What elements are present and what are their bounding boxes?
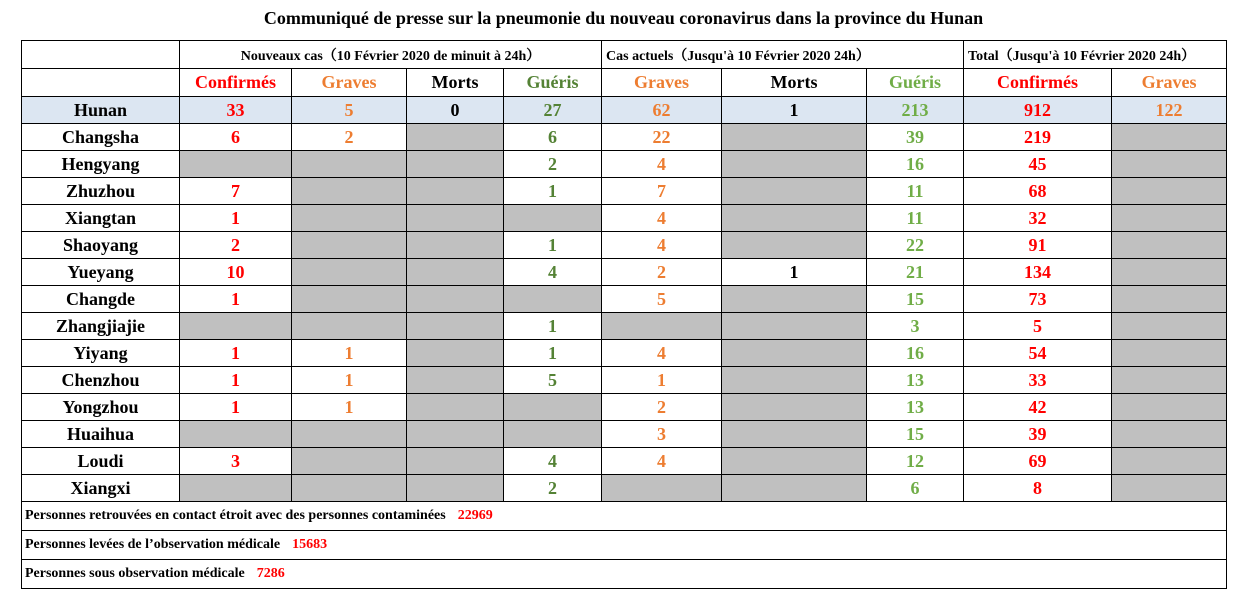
empty-cell bbox=[722, 394, 867, 421]
row-name: Hunan bbox=[22, 97, 180, 124]
footer-row bbox=[22, 560, 1227, 589]
empty-cell bbox=[292, 286, 407, 313]
empty-cell bbox=[1112, 286, 1227, 313]
value-cell: 11 bbox=[867, 205, 964, 232]
table-row bbox=[22, 205, 1227, 232]
table-row bbox=[22, 367, 1227, 394]
empty-cell bbox=[722, 313, 867, 340]
footer-row bbox=[22, 531, 1227, 560]
value-cell: 2 bbox=[602, 394, 722, 421]
value-cell: 13 bbox=[867, 394, 964, 421]
empty-cell bbox=[1112, 394, 1227, 421]
group-header-row bbox=[22, 41, 1227, 69]
empty-cell bbox=[292, 178, 407, 205]
group-header-total: Total（Jusqu'à 10 Février 2020 24h） bbox=[964, 41, 1227, 69]
empty-cell bbox=[1112, 367, 1227, 394]
empty-cell bbox=[722, 205, 867, 232]
value-cell: 15 bbox=[867, 421, 964, 448]
value-cell: 39 bbox=[867, 124, 964, 151]
col-header: Graves bbox=[602, 69, 722, 97]
value-cell: 54 bbox=[964, 340, 1112, 367]
group-header-current: Cas actuels（Jusqu'à 10 Février 2020 24h） bbox=[602, 41, 964, 69]
footer-row bbox=[22, 502, 1227, 531]
empty-cell bbox=[602, 313, 722, 340]
value-cell: 4 bbox=[602, 340, 722, 367]
row-name: Yongzhou bbox=[22, 394, 180, 421]
table-row bbox=[22, 259, 1227, 286]
value-cell: 4 bbox=[504, 259, 602, 286]
col-header: Confirmés bbox=[964, 69, 1112, 97]
column-header-row bbox=[22, 69, 1227, 97]
table-row bbox=[22, 448, 1227, 475]
empty-cell bbox=[1112, 448, 1227, 475]
value-cell: 21 bbox=[867, 259, 964, 286]
value-cell: 1 bbox=[180, 286, 292, 313]
empty-cell bbox=[407, 340, 504, 367]
value-cell: 4 bbox=[504, 448, 602, 475]
empty-cell bbox=[1112, 178, 1227, 205]
value-cell: 4 bbox=[602, 448, 722, 475]
value-cell: 3 bbox=[180, 448, 292, 475]
empty-cell bbox=[407, 124, 504, 151]
row-name: Chenzhou bbox=[22, 367, 180, 394]
table-row bbox=[22, 313, 1227, 340]
value-cell: 4 bbox=[602, 151, 722, 178]
table-row bbox=[22, 475, 1227, 502]
empty-cell bbox=[407, 259, 504, 286]
value-cell: 7 bbox=[602, 178, 722, 205]
col-header: Confirmés bbox=[180, 69, 292, 97]
value-cell: 22 bbox=[602, 124, 722, 151]
footer-value: 7286 bbox=[256, 566, 285, 581]
value-cell: 134 bbox=[964, 259, 1112, 286]
value-cell: 1 bbox=[180, 367, 292, 394]
col-header: Graves bbox=[292, 69, 407, 97]
hunan-covid-table bbox=[21, 40, 1227, 589]
empty-cell bbox=[292, 448, 407, 475]
empty-cell bbox=[1112, 421, 1227, 448]
value-cell: 12 bbox=[867, 448, 964, 475]
empty-cell bbox=[722, 124, 867, 151]
row-name: Zhuzhou bbox=[22, 178, 180, 205]
value-cell: 1 bbox=[504, 313, 602, 340]
footer-label: Personnes sous observation médicale bbox=[25, 566, 245, 581]
row-name: Yiyang bbox=[22, 340, 180, 367]
value-cell: 5 bbox=[292, 97, 407, 124]
table-row bbox=[22, 178, 1227, 205]
value-cell: 1 bbox=[602, 367, 722, 394]
empty-cell bbox=[722, 232, 867, 259]
value-cell: 22 bbox=[867, 232, 964, 259]
corner-cell bbox=[22, 69, 180, 97]
empty-cell bbox=[722, 367, 867, 394]
row-name: Shaoyang bbox=[22, 232, 180, 259]
row-name: Hengyang bbox=[22, 151, 180, 178]
empty-cell bbox=[407, 151, 504, 178]
value-cell: 33 bbox=[964, 367, 1112, 394]
value-cell: 1 bbox=[292, 367, 407, 394]
empty-cell bbox=[407, 232, 504, 259]
footer-cell bbox=[22, 531, 1227, 560]
value-cell: 8 bbox=[964, 475, 1112, 502]
value-cell: 39 bbox=[964, 421, 1112, 448]
table-row bbox=[22, 421, 1227, 448]
row-name: Changsha bbox=[22, 124, 180, 151]
footer-value: 22969 bbox=[457, 508, 493, 523]
footer-cell bbox=[22, 502, 1227, 531]
row-name: Loudi bbox=[22, 448, 180, 475]
value-cell: 1 bbox=[180, 340, 292, 367]
empty-cell bbox=[292, 259, 407, 286]
empty-cell bbox=[1112, 124, 1227, 151]
empty-cell bbox=[1112, 340, 1227, 367]
empty-cell bbox=[407, 205, 504, 232]
group-header-new: Nouveaux cas（10 Février 2020 de minuit à 24h） bbox=[180, 41, 602, 69]
value-cell: 1 bbox=[180, 394, 292, 421]
empty-cell bbox=[1112, 151, 1227, 178]
empty-cell bbox=[1112, 475, 1227, 502]
value-cell: 1 bbox=[180, 205, 292, 232]
row-name: Huaihua bbox=[22, 421, 180, 448]
empty-cell bbox=[722, 286, 867, 313]
value-cell: 45 bbox=[964, 151, 1112, 178]
value-cell: 219 bbox=[964, 124, 1112, 151]
value-cell: 68 bbox=[964, 178, 1112, 205]
value-cell: 912 bbox=[964, 97, 1112, 124]
value-cell: 3 bbox=[602, 421, 722, 448]
value-cell: 213 bbox=[867, 97, 964, 124]
empty-cell bbox=[602, 475, 722, 502]
empty-cell bbox=[722, 178, 867, 205]
empty-cell bbox=[407, 313, 504, 340]
empty-cell bbox=[292, 232, 407, 259]
table-row bbox=[22, 151, 1227, 178]
value-cell: 7 bbox=[180, 178, 292, 205]
empty-cell bbox=[722, 421, 867, 448]
value-cell: 2 bbox=[602, 259, 722, 286]
value-cell: 11 bbox=[867, 178, 964, 205]
empty-cell bbox=[407, 421, 504, 448]
empty-cell bbox=[722, 448, 867, 475]
value-cell: 6 bbox=[180, 124, 292, 151]
value-cell: 5 bbox=[964, 313, 1112, 340]
province-row bbox=[22, 97, 1227, 124]
value-cell: 69 bbox=[964, 448, 1112, 475]
empty-cell bbox=[722, 475, 867, 502]
value-cell: 1 bbox=[722, 97, 867, 124]
value-cell: 15 bbox=[867, 286, 964, 313]
row-name: Xiangtan bbox=[22, 205, 180, 232]
table-row bbox=[22, 286, 1227, 313]
table-row bbox=[22, 340, 1227, 367]
empty-cell bbox=[292, 205, 407, 232]
empty-cell bbox=[292, 151, 407, 178]
empty-cell bbox=[504, 421, 602, 448]
value-cell: 5 bbox=[602, 286, 722, 313]
empty-cell bbox=[407, 394, 504, 421]
value-cell: 5 bbox=[504, 367, 602, 394]
value-cell: 1 bbox=[292, 340, 407, 367]
value-cell: 27 bbox=[504, 97, 602, 124]
empty-cell bbox=[722, 340, 867, 367]
value-cell: 0 bbox=[407, 97, 504, 124]
row-name: Yueyang bbox=[22, 259, 180, 286]
page-title: Communiqué de presse sur la pneumonie du nouveau coronavirus dans la province du Hunan bbox=[263, 8, 984, 28]
value-cell: 13 bbox=[867, 367, 964, 394]
value-cell: 1 bbox=[722, 259, 867, 286]
footer-label: Personnes levées de l’observation médicale bbox=[25, 537, 281, 552]
corner-cell bbox=[22, 41, 180, 69]
empty-cell bbox=[407, 475, 504, 502]
table-row bbox=[22, 394, 1227, 421]
value-cell: 2 bbox=[292, 124, 407, 151]
empty-cell bbox=[1112, 259, 1227, 286]
empty-cell bbox=[180, 151, 292, 178]
value-cell: 62 bbox=[602, 97, 722, 124]
value-cell: 16 bbox=[867, 151, 964, 178]
empty-cell bbox=[292, 313, 407, 340]
table-row bbox=[22, 124, 1227, 151]
value-cell: 2 bbox=[180, 232, 292, 259]
value-cell: 33 bbox=[180, 97, 292, 124]
value-cell: 3 bbox=[867, 313, 964, 340]
empty-cell bbox=[180, 313, 292, 340]
row-name: Xiangxi bbox=[22, 475, 180, 502]
footer-cell bbox=[22, 560, 1227, 589]
empty-cell bbox=[180, 421, 292, 448]
empty-cell bbox=[407, 286, 504, 313]
value-cell: 4 bbox=[602, 205, 722, 232]
empty-cell bbox=[504, 286, 602, 313]
empty-cell bbox=[180, 475, 292, 502]
value-cell: 10 bbox=[180, 259, 292, 286]
col-header: Guéris bbox=[867, 69, 964, 97]
col-header: Guéris bbox=[504, 69, 602, 97]
value-cell: 4 bbox=[602, 232, 722, 259]
value-cell: 16 bbox=[867, 340, 964, 367]
empty-cell bbox=[407, 448, 504, 475]
empty-cell bbox=[1112, 232, 1227, 259]
empty-cell bbox=[407, 178, 504, 205]
footer-value: 15683 bbox=[292, 537, 328, 552]
empty-cell bbox=[1112, 205, 1227, 232]
empty-cell bbox=[407, 367, 504, 394]
empty-cell bbox=[722, 151, 867, 178]
value-cell: 122 bbox=[1112, 97, 1227, 124]
value-cell: 6 bbox=[867, 475, 964, 502]
col-header: Graves bbox=[1112, 69, 1227, 97]
value-cell: 2 bbox=[504, 475, 602, 502]
value-cell: 73 bbox=[964, 286, 1112, 313]
col-header: Morts bbox=[722, 69, 867, 97]
empty-cell bbox=[1112, 313, 1227, 340]
col-header: Morts bbox=[407, 69, 504, 97]
value-cell: 42 bbox=[964, 394, 1112, 421]
value-cell: 32 bbox=[964, 205, 1112, 232]
value-cell: 2 bbox=[504, 151, 602, 178]
empty-cell bbox=[292, 475, 407, 502]
empty-cell bbox=[292, 421, 407, 448]
table-row bbox=[22, 232, 1227, 259]
value-cell: 1 bbox=[504, 178, 602, 205]
value-cell: 1 bbox=[504, 340, 602, 367]
value-cell: 91 bbox=[964, 232, 1112, 259]
footer-label: Personnes retrouvées en contact étroit avec des personnes contaminées bbox=[25, 508, 446, 523]
value-cell: 6 bbox=[504, 124, 602, 151]
empty-cell bbox=[504, 394, 602, 421]
row-name: Changde bbox=[22, 286, 180, 313]
empty-cell bbox=[504, 205, 602, 232]
value-cell: 1 bbox=[292, 394, 407, 421]
value-cell: 1 bbox=[504, 232, 602, 259]
row-name: Zhangjiajie bbox=[22, 313, 180, 340]
